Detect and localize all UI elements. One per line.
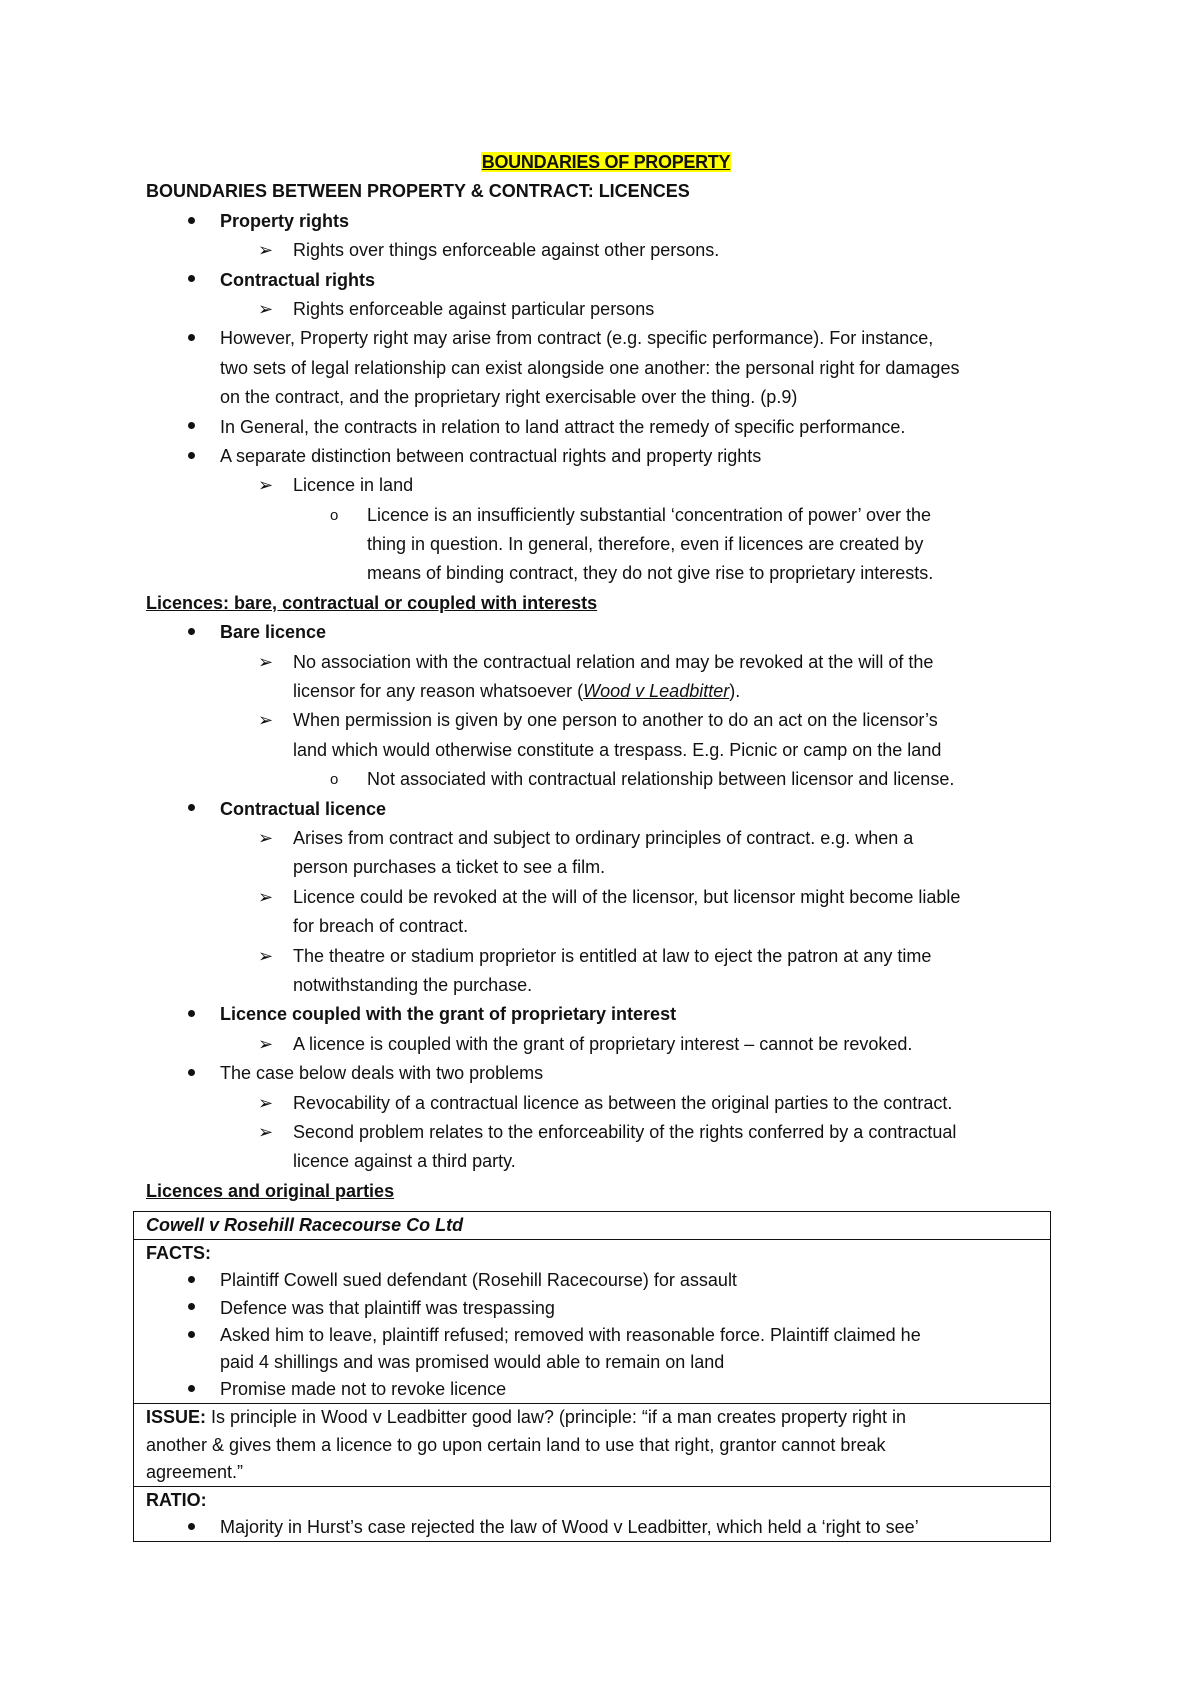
circle-item-cont: means of binding contract, they do not give rise to proprietary interests. — [367, 563, 934, 584]
case-table — [133, 1211, 1051, 1542]
case-name-row — [134, 1212, 1051, 1240]
arrow-icon: ➢ — [258, 651, 274, 672]
arrow-item: ➢ Arises from contract and subject to ordinary principles of contract. e.g. when a — [146, 824, 1066, 853]
bullet-dot — [188, 266, 195, 295]
arrow-icon: ➢ — [258, 1033, 274, 1054]
facts-row — [134, 1240, 1051, 1404]
case-name: Cowell v Rosehill Racecourse Co Ltd — [146, 1215, 464, 1235]
arrow-item: ➢ Revocability of a contractual licence as between the original parties to the contract. — [146, 1089, 1066, 1118]
bullet-dot — [188, 618, 195, 647]
issue-line: agreement.” — [146, 1461, 244, 1482]
circle-item: o Licence is an insufficiently substantial ‘concentration of power’ over the — [146, 501, 1066, 530]
arrow-item-cont: licensor for any reason whatsoever (Wood v Leadbitter). — [293, 681, 741, 702]
bullet-dot — [188, 1376, 195, 1403]
bullet-dot — [188, 1514, 195, 1541]
bullet-dot — [188, 1059, 195, 1088]
issue-line: ISSUE: Is principle in Wood v Leadbitter good law? (principle: “if a man creates property right in — [146, 1407, 907, 1428]
bullet-case-below: The case below deals with two problems — [146, 1059, 1066, 1088]
arrow-icon: ➢ — [258, 886, 274, 907]
arrow-icon: ➢ — [258, 475, 274, 496]
issue-label: ISSUE: — [146, 1407, 207, 1428]
section-heading-licences: Licences: bare, contractual or coupled with interests — [146, 592, 598, 613]
bullet-dot — [188, 413, 195, 442]
bullet-coupled-licence: Licence coupled with the grant of proprietary interest — [146, 1000, 1066, 1029]
issue-line: another & gives them a licence to go upon certain land to use that right, grantor cannot break — [146, 1434, 886, 1455]
arrow-icon: ➢ — [258, 827, 274, 848]
title-line — [146, 148, 1066, 177]
arrow-item: ➢ The theatre or stadium proprietor is entitled at law to eject the patron at any time — [146, 942, 1066, 971]
ratio-label: RATIO: — [146, 1489, 207, 1510]
section-heading-original-parties: Licences and original parties — [146, 1180, 395, 1201]
bullet-however-cont: on the contract, and the proprietary right exercisable over the thing. (p.9) — [220, 387, 798, 408]
ratio-item: Majority in Hurst’s case rejected the law of Wood v Leadbitter, which held a ‘right to see’ — [146, 1514, 1038, 1541]
facts-item: Plaintiff Cowell sued defendant (Rosehill Racecourse) for assault — [146, 1267, 1038, 1294]
bullet-dot — [188, 1295, 195, 1322]
arrow-item-cont: land which would otherwise constitute a trespass. E.g. Picnic or camp on the land — [293, 739, 942, 760]
document-body — [146, 148, 1066, 1206]
bullet-in-general: In General, the contracts in relation to land attract the remedy of specific performance. — [146, 413, 1066, 442]
arrow-icon: ➢ — [258, 240, 274, 261]
facts-item: Promise made not to revoke licence — [146, 1376, 1038, 1403]
bullet-dot — [188, 442, 195, 471]
bullet-dot — [188, 207, 195, 236]
circle-item-cont: thing in question. In general, therefore, even if licences are created by — [367, 534, 924, 555]
arrow-item: ➢ Rights over things enforceable against other persons. — [146, 236, 1066, 265]
bullet-dot — [188, 1267, 195, 1294]
section-heading-boundaries: BOUNDARIES BETWEEN PROPERTY & CONTRACT: LICENCES — [146, 181, 690, 202]
arrow-item: ➢ Licence could be revoked at the will of the licensor, but licensor might become liable — [146, 883, 1066, 912]
bullet-dot — [188, 795, 195, 824]
arrow-item: ➢ No association with the contractual relation and may be revoked at the will of the — [146, 648, 1066, 677]
arrow-item: ➢ Second problem relates to the enforceability of the rights conferred by a contractual — [146, 1118, 1066, 1147]
arrow-item: ➢ A licence is coupled with the grant of proprietary interest – cannot be revoked. — [146, 1030, 1066, 1059]
circle-item: o Not associated with contractual relationship between licensor and license. — [146, 765, 1066, 794]
bullet-dot — [188, 1322, 195, 1349]
circle-bullet-icon: o — [330, 506, 339, 524]
bullet-contractual-licence: Contractual licence — [146, 795, 1066, 824]
arrow-item-cont: person purchases a ticket to see a film. — [293, 857, 606, 878]
bullet-contractual-rights: Contractual rights — [146, 266, 1066, 295]
arrow-icon: ➢ — [258, 298, 274, 319]
ratio-row — [134, 1486, 1051, 1541]
bullet-property-rights: Property rights — [146, 207, 1066, 236]
bullet-separate: A separate distinction between contractual rights and property rights — [146, 442, 1066, 471]
bullet-bare-licence: Bare licence — [146, 618, 1066, 647]
bullet-dot — [188, 1000, 195, 1029]
issue-row — [134, 1404, 1051, 1487]
page-title: BOUNDARIES OF PROPERTY — [481, 152, 731, 172]
arrow-icon: ➢ — [258, 1121, 274, 1142]
arrow-item: ➢ Rights enforceable against particular persons — [146, 295, 1066, 324]
arrow-icon: ➢ — [258, 945, 274, 966]
arrow-item-cont: licence against a third party. — [293, 1151, 516, 1172]
arrow-item-cont: notwithstanding the purchase. — [293, 974, 533, 995]
arrow-item-cont: for breach of contract. — [293, 916, 469, 937]
bullet-dot — [188, 324, 195, 353]
bullet-however-cont: two sets of legal relationship can exist alongside one another: the personal right for damages — [220, 357, 960, 378]
arrow-item: ➢ Licence in land — [146, 471, 1066, 500]
facts-item-cont: paid 4 shillings and was promised would able to remain on land — [220, 1351, 725, 1372]
facts-item: Asked him to leave, plaintiff refused; removed with reasonable force. Plaintiff claimed he — [146, 1322, 1038, 1349]
arrow-item: ➢ When permission is given by one person to another to do an act on the licensor’s — [146, 706, 1066, 735]
facts-item: Defence was that plaintiff was trespassing — [146, 1295, 1038, 1322]
facts-label: FACTS: — [146, 1243, 211, 1264]
arrow-icon: ➢ — [258, 1092, 274, 1113]
case-reference: Wood v Leadbitter — [583, 681, 730, 702]
arrow-icon: ➢ — [258, 710, 274, 731]
circle-bullet-icon: o — [330, 771, 339, 789]
bullet-however: However, Property right may arise from contract (e.g. specific performance). For instance, — [146, 324, 1066, 353]
